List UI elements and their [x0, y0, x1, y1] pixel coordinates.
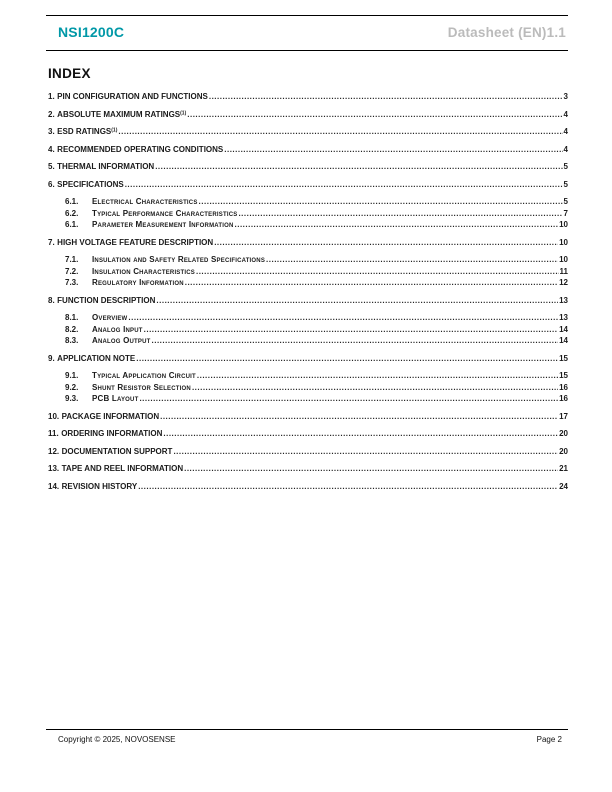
toc-entry-label: PCB Layout [92, 394, 139, 403]
toc-entry-page: 13 [559, 313, 568, 322]
toc-entry-page: 11 [559, 266, 568, 276]
toc-entry[interactable] [48, 483, 568, 492]
toc-entry-number: 5. [48, 162, 55, 171]
toc-entry-number: 6.1. [65, 197, 79, 206]
toc-entry-page: 5 [563, 197, 568, 206]
toc-entry-page: 5 [563, 162, 568, 171]
toc-leader-dots [144, 326, 558, 335]
toc-entry-number: 4. [48, 144, 55, 154]
toc-entry-page: 10 [559, 220, 568, 229]
toc-leader-dots [136, 355, 558, 364]
toc-entry-label: Analog Input [92, 324, 143, 334]
page-number-label: Page 2 [536, 735, 562, 744]
toc-entry-superscript: (1) [180, 110, 187, 116]
toc-entry-superscript: (1) [111, 127, 118, 134]
toc-entry-page: 15 [559, 371, 568, 380]
toc-entry-label: APPLICATION NOTE [57, 353, 136, 363]
toc-entry-label: FUNCTION DESCRIPTION [57, 295, 156, 305]
toc-entry-label: Typical Performance Characteristics [92, 208, 238, 218]
toc-leader-dots [139, 395, 558, 404]
table-of-contents [48, 93, 568, 491]
toc-entry-number: 7.2. [65, 266, 79, 276]
toc-entry-page: 14 [559, 336, 568, 345]
toc-leader-dots [187, 111, 562, 120]
toc-leader-dots [196, 268, 559, 277]
toc-entry-page: 16 [559, 382, 568, 392]
toc-entry-number: 6.1. [65, 220, 79, 229]
toc-entry-label: Insulation Characteristics [92, 266, 195, 276]
toc-leader-dots [266, 256, 558, 265]
toc-entry-number: 3. [48, 127, 55, 136]
toc-entry[interactable] [65, 268, 568, 277]
copyright-text: Copyright © 2025, NOVOSENSE [58, 735, 176, 744]
toc-entry-number: 9.1. [65, 371, 79, 380]
toc-entry[interactable] [48, 181, 568, 190]
toc-leader-dots [238, 210, 562, 219]
toc-entry-label: Regulatory Information [92, 278, 184, 287]
toc-entry-number: 12. [48, 446, 60, 456]
toc-leader-dots [156, 297, 558, 306]
toc-entry[interactable] [48, 297, 568, 306]
toc-entry-label: TAPE AND REEL INFORMATION [61, 464, 184, 473]
toc-entry-number: 7.3. [65, 278, 79, 287]
toc-leader-dots [224, 146, 562, 155]
toc-entry-page: 13 [559, 295, 568, 305]
toc-entry[interactable] [48, 93, 568, 102]
toc-entry[interactable] [65, 279, 568, 288]
toc-entry-label: Parameter Measurement Information [92, 220, 234, 229]
toc-leader-dots [118, 128, 562, 137]
toc-leader-dots [163, 430, 558, 439]
toc-leader-dots [128, 314, 558, 323]
toc-leader-dots [192, 384, 558, 393]
toc-entry-number: 9. [48, 353, 55, 363]
toc-entry-number: 8. [48, 295, 55, 305]
toc-leader-dots [160, 413, 558, 422]
toc-entry-number: 9.3. [65, 394, 79, 403]
footer-rule [46, 729, 568, 730]
toc-entry-number: 7. [48, 237, 55, 247]
toc-entry-label: Typical Application Circuit [92, 371, 196, 380]
toc-entry[interactable] [65, 256, 568, 265]
toc-entry-page: 5 [563, 179, 568, 189]
toc-entry[interactable] [48, 146, 568, 155]
toc-entry[interactable] [65, 326, 568, 335]
header-bottom-rule [46, 50, 568, 51]
toc-entry[interactable] [48, 163, 568, 172]
toc-leader-dots [125, 181, 563, 190]
toc-leader-dots [173, 448, 558, 457]
toc-entry-page: 20 [559, 446, 568, 456]
toc-entry-label: Shunt Resistor Selection [92, 382, 191, 392]
toc-entry-label: SPECIFICATIONS [57, 179, 124, 189]
toc-entry[interactable] [65, 372, 568, 381]
toc-entry[interactable] [48, 239, 568, 248]
toc-entry-label: HIGH VOLTAGE FEATURE DESCRIPTION [57, 237, 214, 247]
toc-entry-label: DOCUMENTATION SUPPORT [61, 446, 173, 456]
toc-entry[interactable] [48, 430, 568, 439]
toc-entry[interactable] [65, 337, 568, 346]
toc-entry-page: 7 [563, 208, 568, 218]
toc-entry[interactable] [65, 198, 568, 207]
toc-entry-number: 1. [48, 92, 55, 101]
toc-entry-number: 13. [48, 464, 60, 473]
toc-entry-number: 14. [48, 481, 60, 491]
toc-leader-dots [138, 483, 558, 492]
toc-entry-number: 11. [48, 429, 59, 438]
toc-entry[interactable] [65, 210, 568, 219]
toc-entry-label: Analog Output [92, 336, 151, 345]
toc-entry-page: 15 [559, 353, 568, 363]
toc-entry-number: 9.2. [65, 382, 79, 392]
toc-leader-dots [184, 465, 558, 474]
toc-entry-label: ESD RATINGS$^{(1)}$ [57, 127, 118, 136]
toc-entry-page: 16 [559, 394, 568, 403]
toc-entry-page: 4 [563, 127, 568, 136]
toc-leader-dots [199, 198, 563, 207]
toc-entry-label: THERMAL INFORMATION [57, 162, 155, 171]
page-footer [58, 735, 562, 744]
toc-entry[interactable] [65, 221, 568, 230]
toc-entry-number: 7.1. [65, 255, 79, 264]
toc-leader-dots [155, 163, 562, 172]
toc-entry-page: 4 [563, 144, 568, 154]
toc-entry-page: 21 [559, 464, 568, 473]
toc-entry-number: 10. [48, 411, 60, 421]
toc-entry-page: 14 [559, 324, 568, 334]
toc-entry-label: Insulation and Safety Related Specifications [92, 255, 266, 264]
toc-entry-page: 10 [559, 237, 568, 247]
toc-leader-dots [185, 279, 558, 288]
toc-leader-dots [214, 239, 558, 248]
toc-entry-label: REVISION HISTORY [61, 481, 138, 491]
toc-entry-label: ORDERING INFORMATION [61, 429, 163, 438]
toc-entry[interactable] [48, 465, 568, 474]
toc-entry[interactable] [48, 128, 568, 137]
toc-entry[interactable] [48, 448, 568, 457]
toc-entry[interactable] [48, 413, 568, 422]
toc-entry-page: 3 [563, 92, 568, 101]
toc-leader-dots [209, 93, 563, 102]
toc-entry-page: 24 [559, 481, 568, 491]
toc-entry-page: 4 [563, 109, 568, 119]
toc-entry-label: RECOMMENDED OPERATING CONDITIONS [57, 144, 224, 154]
toc-entry-label: ABSOLUTE MAXIMUM RATINGS$^{(1)}$ [57, 109, 187, 119]
toc-entry-page: 12 [559, 278, 568, 287]
toc-entry-label: PIN CONFIGURATION AND FUNCTIONS [57, 92, 208, 101]
toc-entry[interactable] [48, 355, 568, 364]
toc-entry-number: 6.2. [65, 208, 79, 218]
toc-entry-number: 8.2. [65, 324, 79, 334]
product-name: NSI1200C [58, 24, 125, 40]
toc-entry-page: 17 [559, 411, 568, 421]
toc-entry-page: 20 [559, 429, 568, 438]
toc-entry[interactable] [48, 111, 568, 120]
toc-entry-number: 8.1. [65, 313, 79, 322]
toc-entry-number: 2. [48, 109, 55, 119]
doc-version-label: Datasheet (EN)1.1 [447, 25, 566, 40]
page-title: INDEX [48, 66, 91, 81]
toc-entry-label: Electrical Characteristics [92, 197, 198, 206]
toc-leader-dots [235, 221, 559, 230]
header-top-rule [46, 15, 568, 16]
toc-entry[interactable] [65, 395, 568, 404]
toc-entry-number: 6. [48, 179, 55, 189]
toc-entry-page: 10 [559, 255, 568, 264]
toc-entry[interactable] [65, 314, 568, 323]
toc-entry-label: Overview [92, 313, 128, 322]
page-header [58, 24, 566, 40]
toc-leader-dots [152, 337, 559, 346]
toc-entry-number: 8.3. [65, 336, 79, 345]
toc-entry[interactable] [65, 384, 568, 393]
toc-entry-label: PACKAGE INFORMATION [61, 411, 160, 421]
toc-leader-dots [197, 372, 558, 381]
